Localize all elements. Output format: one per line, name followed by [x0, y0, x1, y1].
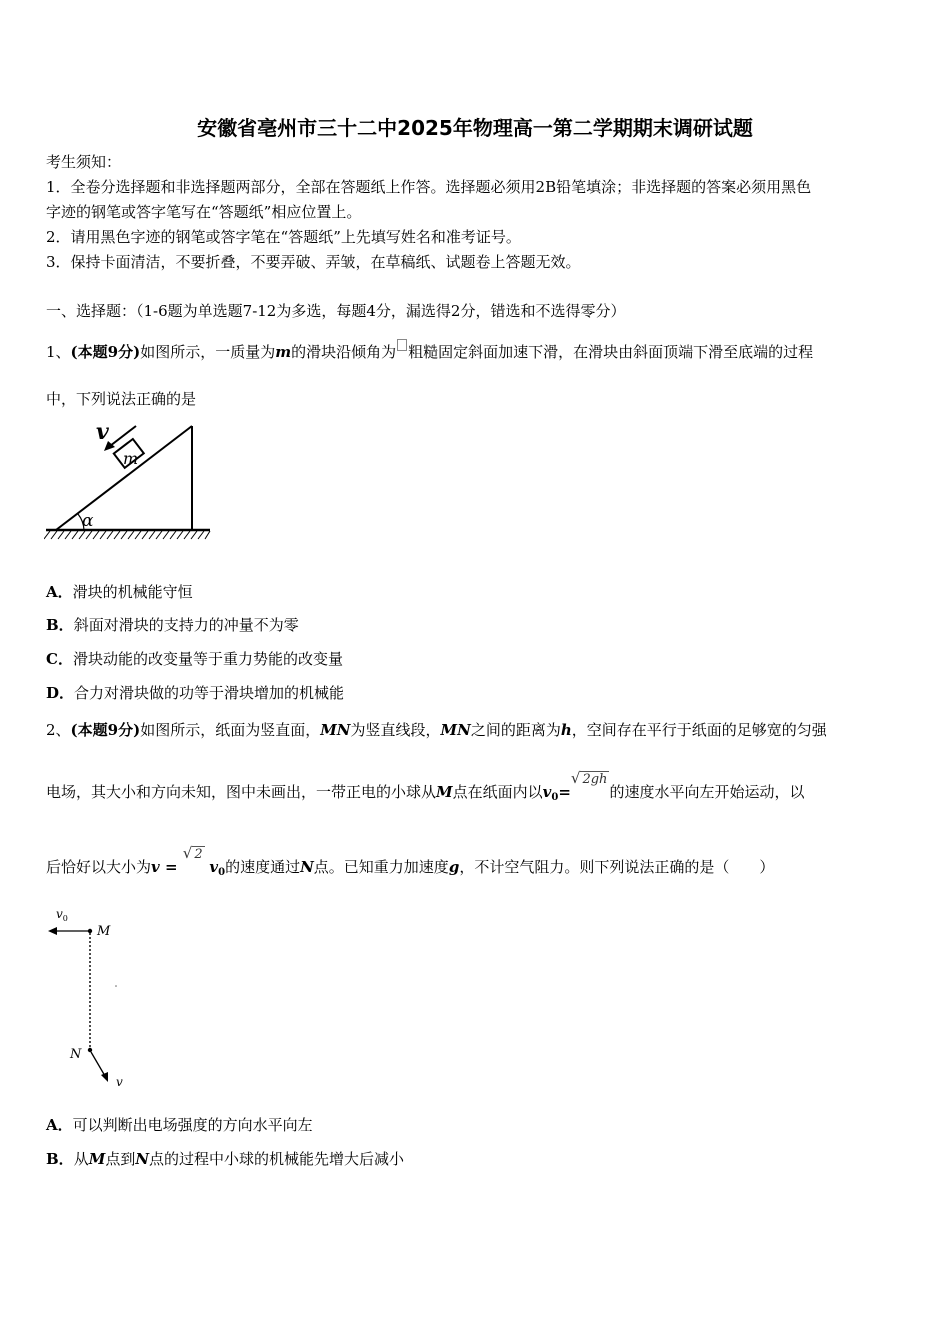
option-label: B．	[46, 1150, 74, 1168]
option-b[interactable]: B．斜面对滑块的支持力的冲量不为零	[46, 616, 299, 634]
velocity-label: v	[96, 420, 109, 445]
question-2-stem-line3: 后恰好以大小为v = √ 2 $v_0$的速度通过N点。已知重力加速度g，不计空气阻力。则下列说法正确的是（ ）	[46, 844, 775, 878]
question-number: 2、	[46, 721, 71, 739]
question-score: (本题9分)	[70, 721, 141, 739]
point-n-dot	[88, 1048, 92, 1052]
speck	[115, 985, 117, 987]
notice-heading: 考生须知：	[46, 153, 122, 171]
notice-item: 1．全卷分选择题和非选择题两部分，全部在答题纸上作答。选择题必须用2B铅笔填涂；非选择题的答案必须用黑色	[46, 178, 812, 196]
v-label: v	[116, 1075, 123, 1089]
option-label: A．	[46, 583, 73, 601]
question-1-stem-cont: 中，下列说法正确的是	[46, 390, 197, 408]
option-a[interactable]: A．滑块的机械能守恒	[46, 583, 193, 601]
section-heading: 一、选择题：（1-6题为单选题7-12为多选，每题4分，漏选得2分，错选和不选得零分）	[46, 302, 626, 320]
option-label: D．	[46, 684, 75, 702]
question-2-stem: 2、(本题9分)如图所示，纸面为竖直面，MN为竖直线段，MN之间的距离为h，空间存在平行于纸面的足够宽的匀强	[46, 721, 827, 739]
v-arrow-shaft	[91, 1052, 105, 1076]
incline-figure	[44, 420, 214, 545]
option-b[interactable]: B．从M点到N点的过程中小球的机械能先增大后减小	[46, 1150, 405, 1168]
option-label: C．	[46, 650, 73, 668]
notice-item: 字迹的钢笔或答字笔写在“答题纸”相应位置上。	[46, 203, 362, 221]
ground-hatch	[44, 531, 210, 539]
page-title: 安徽省亳州市三十二中2025年物理高一第二学期期末调研试题	[197, 116, 753, 140]
point-m-label: M	[97, 924, 111, 939]
v0-arrow-head	[48, 927, 57, 935]
question-number: 1、	[46, 343, 71, 361]
v-arrow-head	[101, 1072, 108, 1082]
option-label: B．	[46, 616, 74, 634]
block-mass-label: m	[123, 449, 139, 468]
point-n-label: N	[70, 1047, 82, 1062]
question-1-stem: 1、(本题9分)如图所示，一质量为m的滑块沿倾角为 粗糙固定斜面加速下滑，在滑块由斜面顶端下滑至底端的过程	[46, 339, 813, 362]
question-2-stem-line2: 电场，其大小和方向未知，图中未画出，一带正电的小球从M点在纸面内以$v_0=√$ 2gh的速度水平向左开始运动，以	[46, 769, 805, 803]
sqrt-expression: √ 2	[182, 844, 203, 862]
option-c[interactable]: C．滑块动能的改变量等于重力势能的改变量	[46, 650, 343, 668]
point-m-dot	[88, 929, 92, 933]
incline-surface	[56, 426, 192, 530]
question-score: (本题9分)	[70, 343, 141, 361]
alpha-label: α	[82, 511, 94, 531]
option-label: A．	[46, 1116, 73, 1134]
sqrt-expression: √ 2gh	[570, 769, 608, 787]
notice-item: 2．请用黑色字迹的钢笔或答字笔在“答题纸”上先填写姓名和准考证号。	[46, 228, 521, 246]
option-d[interactable]: D．合力对滑块做的功等于滑块增加的机械能	[46, 684, 345, 702]
v0-label: $v_0$	[56, 907, 68, 923]
notice-item: 3．保持卡面清洁，不要折叠，不要弄破、弄皱，在草稿纸、试题卷上答题无效。	[46, 253, 581, 271]
mn-figure	[44, 902, 154, 1094]
math-m: m	[275, 343, 292, 361]
missing-symbol-box	[397, 339, 407, 351]
option-a[interactable]: A．可以判断出电场强度的方向水平向左	[46, 1116, 313, 1134]
